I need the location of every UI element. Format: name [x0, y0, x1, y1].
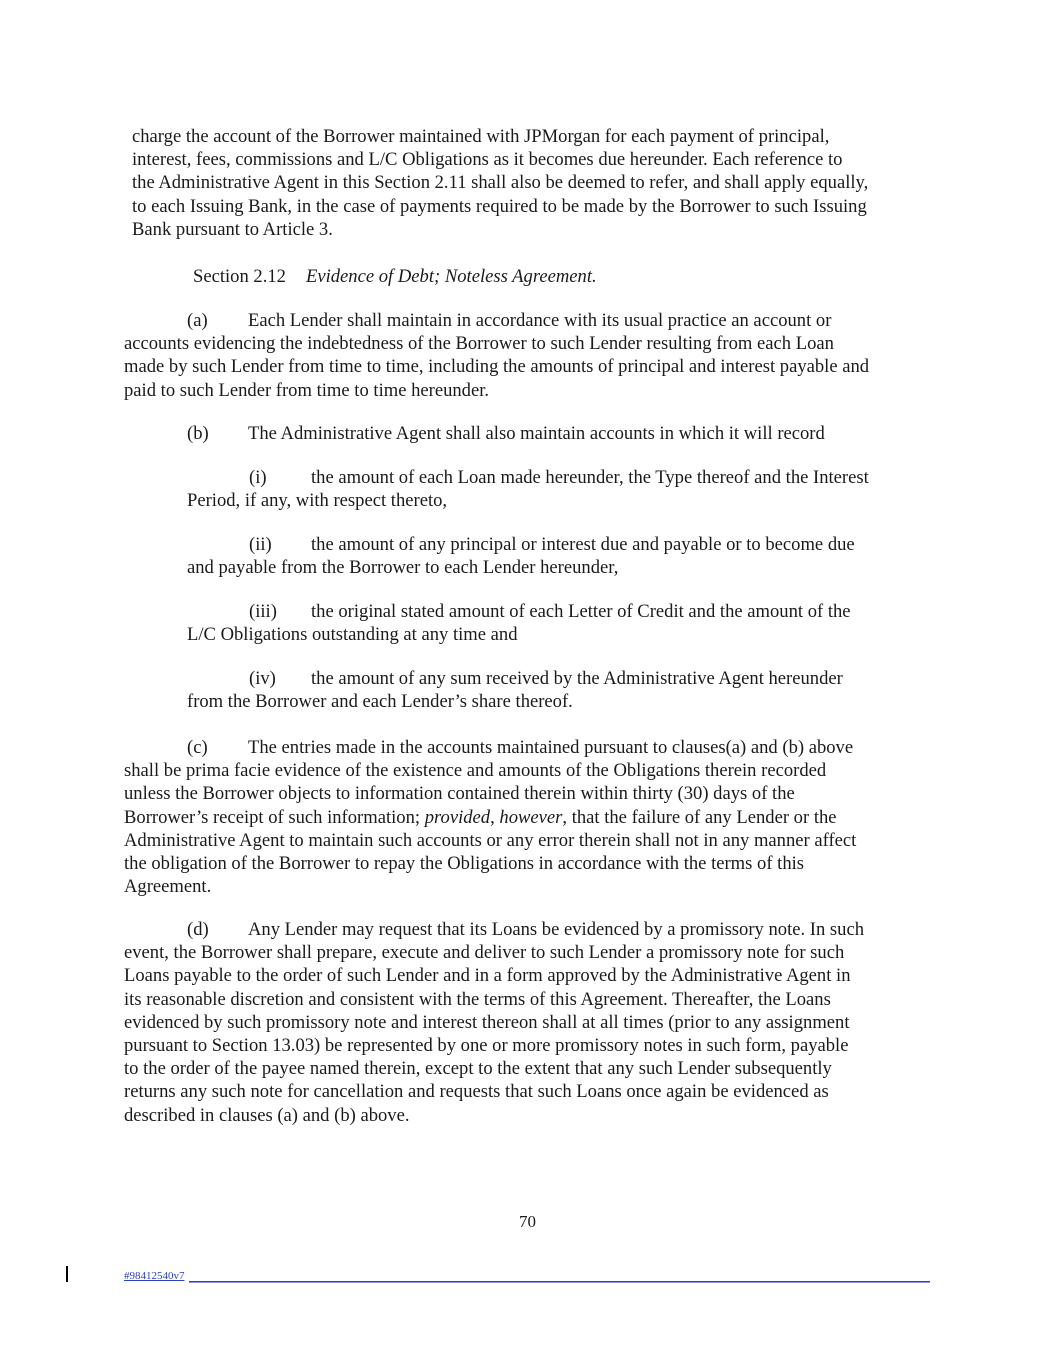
subparagraph-label: (iv) [249, 668, 276, 689]
paragraph-d [124, 918, 864, 1127]
text-line: returns any such note for cancellation and requests that such Loans once again be evidenced as [124, 1081, 829, 1103]
paragraph-c [124, 736, 856, 898]
italic-term: provided [424, 806, 491, 828]
text-line: paid to such Lender from time to time hereunder. [124, 379, 490, 401]
paragraph-label: (a) [187, 310, 208, 331]
subparagraph-i [187, 466, 869, 512]
text-line: (ii) the amount of any principal or interest due and payable or to become due [249, 534, 855, 555]
section-number: Section 2.12 [193, 266, 286, 287]
page-number: 70 [519, 1212, 536, 1231]
paragraph-label: (c) [187, 737, 208, 758]
text-line: (iv) the amount of any sum received by the Administrative Agent hereunder [249, 668, 843, 689]
text-line: accounts evidencing the indebtedness of the Borrower to such Lender resulting from each Loan [124, 333, 834, 355]
text-line: to each Issuing Bank, in the case of payments required to be made by the Borrower to such Issuing [132, 195, 867, 217]
text-line: Period, if any, with respect thereto, [187, 490, 448, 512]
text-line: pursuant to Section 13.03) be represented by one or more promissory notes in such form, payable [124, 1035, 849, 1057]
text-line: (d) Any Lender may request that its Loans be evidenced by a promissory note. In such [187, 919, 865, 940]
text-line: to the order of the payee named therein, except to the extent that any such Lender subsequently [124, 1058, 832, 1080]
text-line: (b) The Administrative Agent shall also maintain accounts in which it will record [187, 423, 825, 444]
text-line: made by such Lender from time to time, including the amounts of principal and interest payable and [124, 356, 870, 378]
text-line: Borrower’s receipt of such information; provided, however, that the failure of any Lender or the [124, 806, 837, 828]
text-line: its reasonable discretion and consistent with the terms of this Agreement. Thereafter, the Loans [124, 988, 831, 1010]
subparagraph-ii [187, 533, 855, 579]
text-line: unless the Borrower objects to information contained therein within thirty (30) days of the [124, 783, 795, 805]
text-line: Administrative Agent to maintain such accounts or any error therein shall not in any manner affect [124, 829, 857, 851]
subparagraph-iv [187, 667, 843, 713]
text-line: interest, fees, commissions and L/C Obligations as it becomes due hereunder. Each reference to [132, 149, 843, 171]
text-line: (iii) the original stated amount of each Letter of Credit and the amount of the [249, 601, 851, 622]
text-line: (c) The entries made in the accounts maintained pursuant to clauses(a) and (b) above [187, 737, 854, 758]
footer-rule [189, 1281, 930, 1283]
section-title: Evidence of Debt; Noteless Agreement. [305, 266, 597, 287]
section-heading [193, 265, 597, 288]
continuation-paragraph [132, 125, 868, 241]
subparagraph-label: (i) [249, 467, 267, 488]
text-line: shall be prima facie evidence of the existence and amounts of the Obligations therein recorded [124, 760, 827, 782]
text-line: and payable from the Borrower to each Lender hereunder, [187, 557, 619, 579]
subparagraph-label: (ii) [249, 534, 272, 555]
paragraph-label: (b) [187, 423, 209, 444]
italic-term: however [499, 806, 563, 828]
change-bar [66, 1266, 68, 1282]
paragraph-a [124, 309, 869, 402]
text-line: the obligation of the Borrower to repay the Obligations in accordance with the terms of this [124, 853, 805, 875]
text-line: the Administrative Agent in this Section 2.11 shall also be deemed to refer, and shall apply equally, [132, 172, 869, 194]
paragraph-label: (d) [187, 919, 209, 940]
subparagraph-label: (iii) [249, 601, 277, 622]
text-line: Loans payable to the order of such Lender and in a form approved by the Administrative Agent in [124, 965, 851, 987]
text-line: L/C Obligations outstanding at any time and [187, 624, 518, 646]
subparagraph-iii [187, 600, 851, 646]
text-line: (a) Each Lender shall maintain in accordance with its usual practice an account or [187, 310, 832, 331]
text-line: Bank pursuant to Article 3. [132, 218, 333, 240]
document-id: #98412540v7 [124, 1270, 185, 1282]
text-line: charge the account of the Borrower maintained with JPMorgan for each payment of principal, [132, 126, 830, 147]
text-line: Agreement. [124, 876, 212, 898]
paragraph-b [187, 422, 825, 445]
text-line: event, the Borrower shall prepare, execute and deliver to such Lender a promissory note for such [124, 942, 845, 964]
text-line: (i) the amount of each Loan made hereunder, the Type thereof and the Interest [249, 467, 869, 488]
text-line: evidenced by such promissory note and interest thereon shall at all times (prior to any assignment [124, 1011, 850, 1033]
text-line: from the Borrower and each Lender’s share thereof. [187, 691, 573, 713]
text-line: described in clauses (a) and (b) above. [124, 1104, 410, 1126]
